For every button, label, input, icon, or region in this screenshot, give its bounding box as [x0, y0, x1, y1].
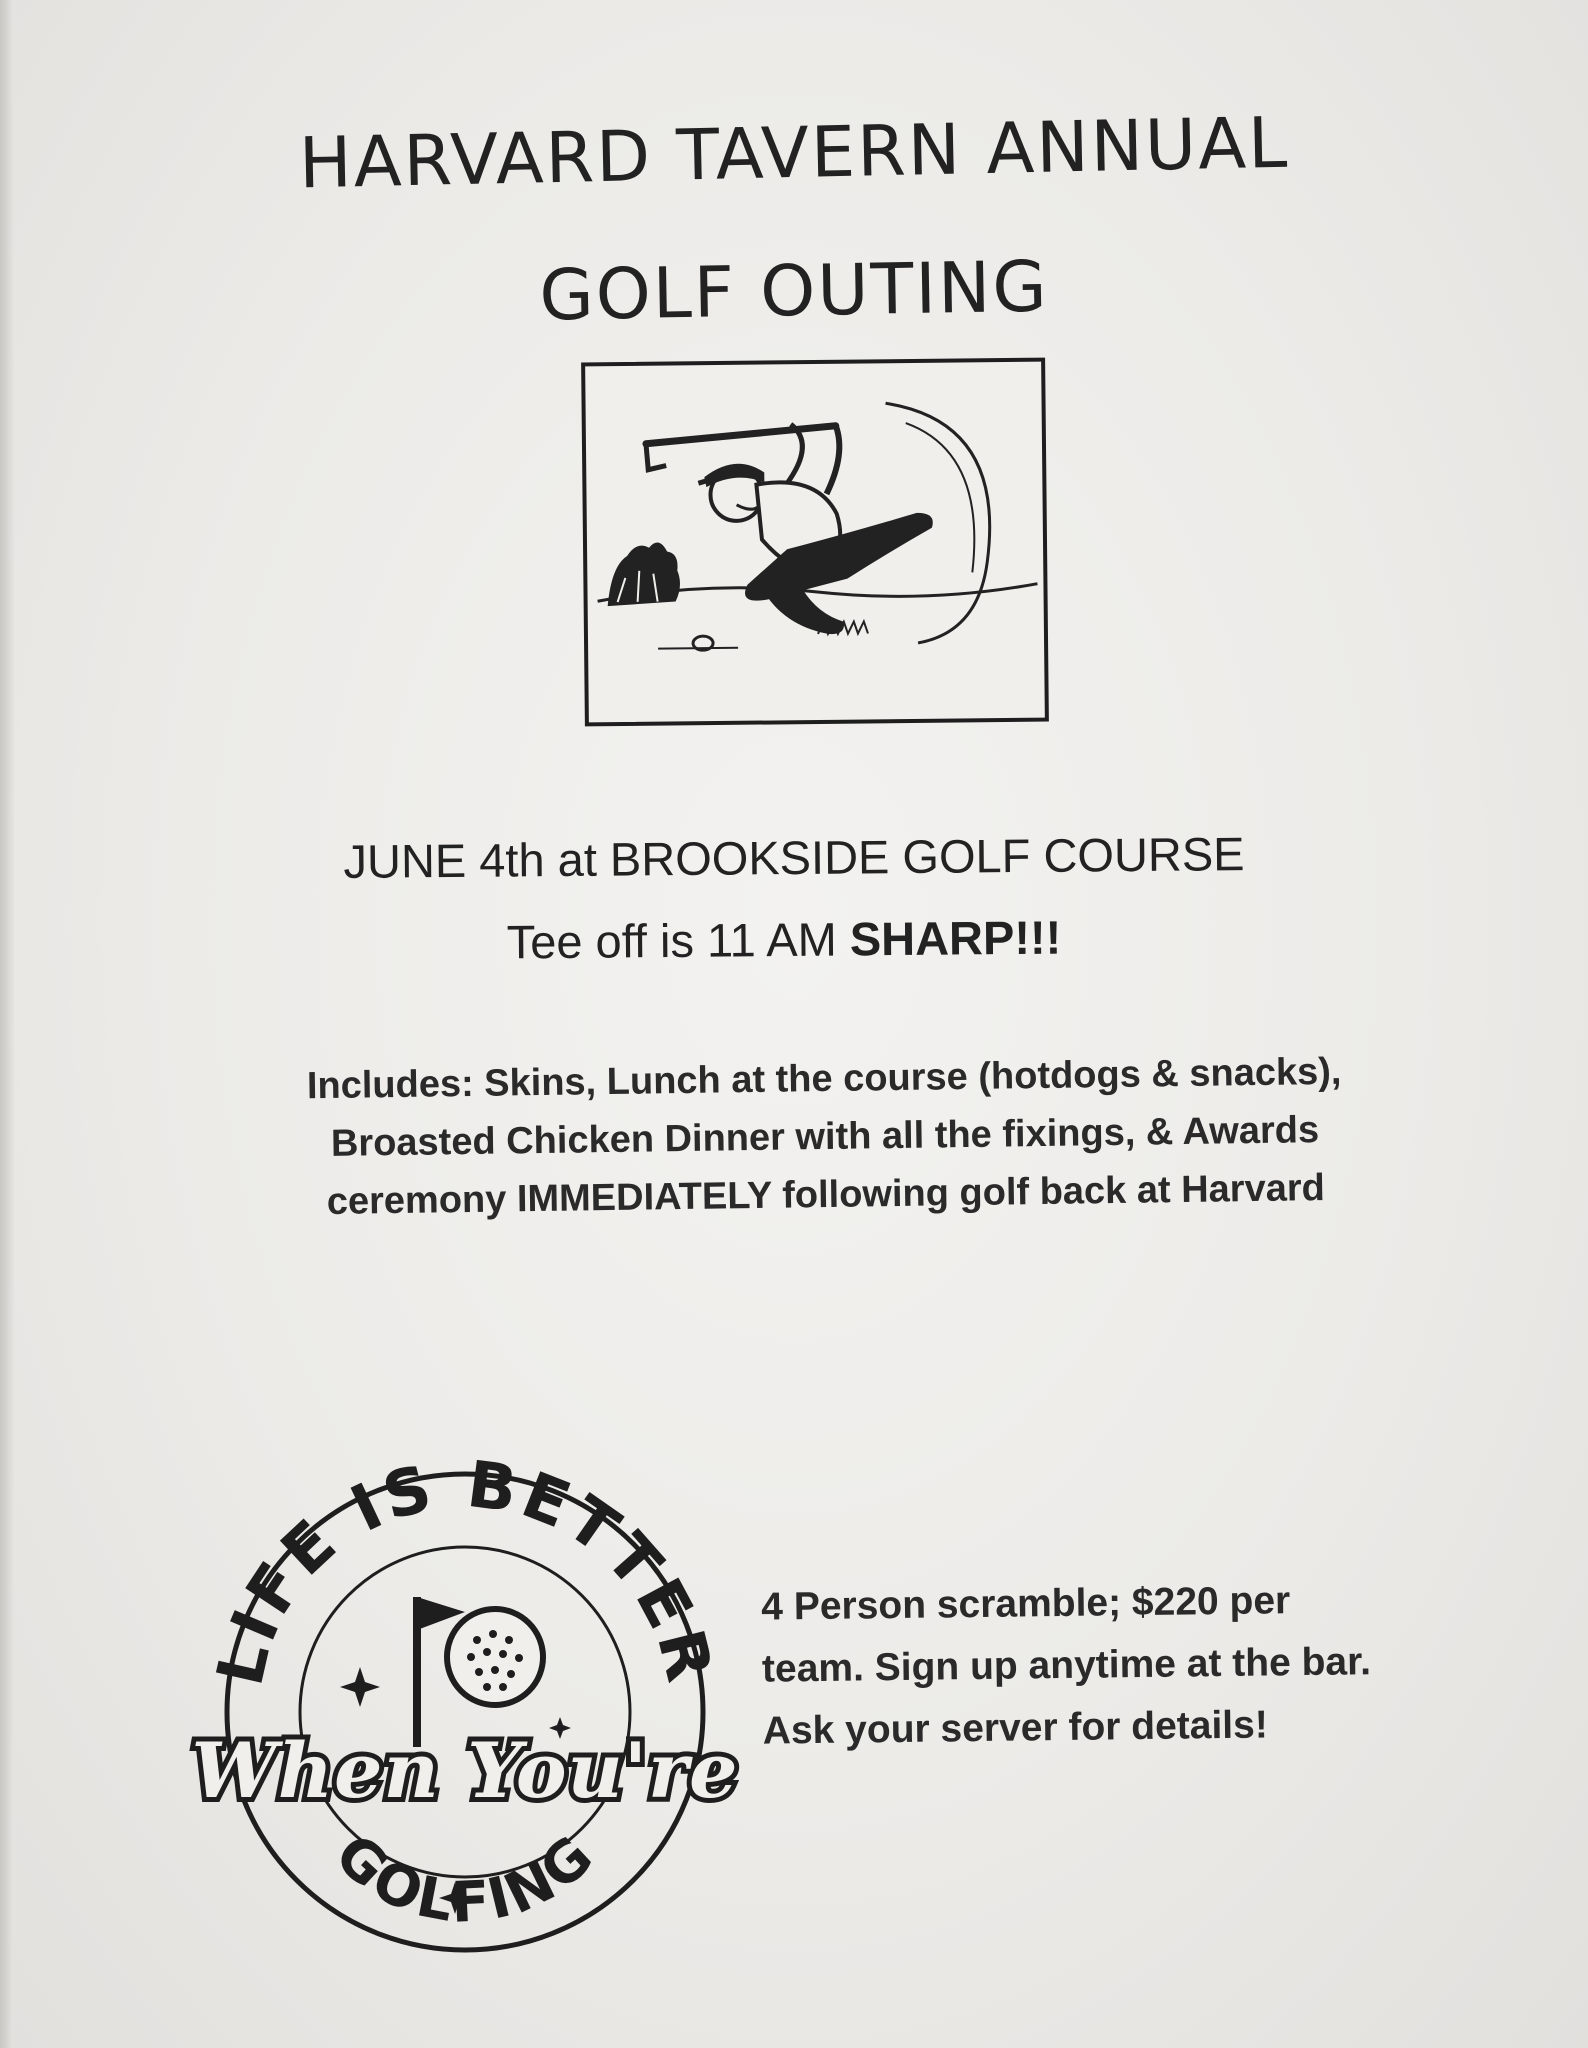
badge-middle-text: When You're: [191, 1726, 739, 1815]
details-line2: team. Sign up anytime at the bar.: [761, 1640, 1372, 1691]
includes-line1: Includes: Skins, Lunch at the course (hotdogs & snacks),: [306, 1050, 1342, 1108]
details-line1: 4 Person scramble; $220 per: [761, 1579, 1291, 1629]
includes-paragraph: [199, 1041, 1451, 1232]
tee-off-text: Tee off is 11 AM: [506, 912, 851, 969]
badge-top-text: LIFE IS BETTER: [203, 1447, 727, 1693]
golf-ball-icon: [447, 1609, 543, 1705]
golfer-cartoon-illustration: [581, 358, 1049, 727]
flyer-title-line2: GOLF OUTING: [538, 245, 1050, 337]
includes-line2: Broasted Chicken Dinner with all the fixings, & Awards: [330, 1109, 1320, 1165]
details-line3: Ask your server for details!: [762, 1703, 1269, 1753]
registration-details: [761, 1567, 1523, 1762]
tee-off-sharp: SHARP!!!: [849, 910, 1062, 966]
flyer-title-line1: HARVARD TAVERN ANNUAL: [298, 101, 1290, 205]
event-date-location: JUNE 4th at BROOKSIDE GOLF COURSE: [343, 827, 1245, 888]
badge-bottom-text: GOLFING: [322, 1821, 608, 1936]
life-is-better-badge: [185, 1447, 745, 1962]
includes-line3: ceremony IMMEDIATELY following golf back at Harvard: [326, 1167, 1326, 1223]
